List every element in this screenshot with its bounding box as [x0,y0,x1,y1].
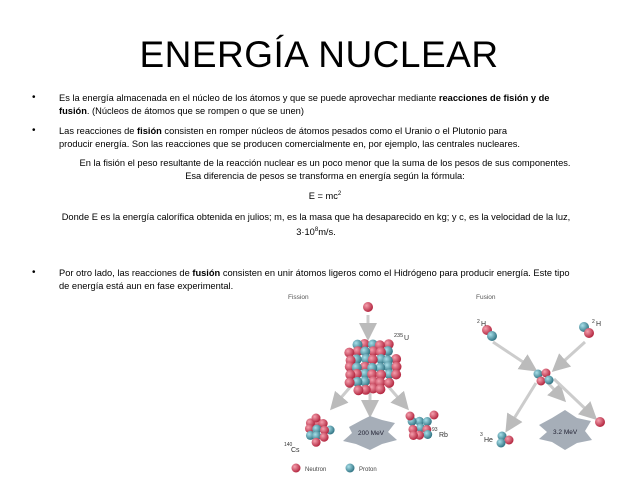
emitted-neutron [430,411,439,420]
u235-nucleus [344,339,401,395]
fusion-arrow-left [493,342,535,370]
fusion-label: Fusion [476,294,496,301]
fission-note: En la fisión el peso resultante de la reacción nuclear es un poco menor que la suma de los pesos de sus componentes. Esa diferencia de pesos se transforma en energía según la fórmula: [79,158,571,181]
u-symbol: U [404,335,410,342]
u235-mass-number: 235 [394,333,404,339]
h2-left-mass: 2 [477,319,480,325]
nucleon [423,417,432,426]
he-symbol: He [484,437,493,444]
fission-label: Fission [288,294,309,301]
he3-mass: 3 [480,432,483,438]
fusion-energy-label: 3.2 MeV [553,429,578,436]
arrow-to-cs [332,385,352,408]
bullet-bold-text: fusión [192,268,221,278]
arrow-to-rb [387,385,407,408]
bullet-text: Las reacciones de [59,126,138,136]
rb93-mass-number: 93 [432,427,438,433]
legend-neutron-swatch [292,464,301,473]
legend-neutron-label: Neutron [305,467,327,473]
bullet-text: consisten en unir átomos ligeros como el Hidrógeno para producir energía. Este tipo de energía está aun en fase experimental. [59,268,570,291]
definition-exponent: 8 [314,226,319,233]
incoming-neutron [363,302,373,312]
nucleon [312,438,321,447]
fusion-arrow-to-he [507,383,536,430]
nucleon [391,370,401,380]
legend-proton-swatch [346,464,355,473]
bullet-text: . (Núcleos de átomos que se rompen o que se unen) [86,105,304,116]
h-right-symbol: H [596,321,602,328]
fusion-neutron [595,417,605,427]
bullet-text: Por otro lado, las reacciones de [59,268,193,278]
fission-fusion-diagram [282,290,622,479]
page-title: ENERGÍA NUCLEAR [139,34,499,75]
nucleon [384,378,394,388]
formula-text: E = mc [308,191,338,202]
nucleon [345,378,355,388]
emitted-neutron [312,414,321,423]
nucleon [353,385,363,395]
definition-text: m/s. [318,226,336,237]
emitted-neutron [406,412,415,421]
bullet-energy-definition [59,92,579,117]
bullet-bold-text: fisión [137,126,162,136]
fusion-arrow-to-neutron [554,379,595,418]
bullet-fusion [59,267,579,292]
bullet-marker: • [32,92,36,103]
h2-right-mass: 2 [592,319,595,325]
definition-text: Donde E es la energía calorífica obtenida en julios; m, es la masa que ha desaparecido en kg; y c, es la velocidad de la luz, 3·10 [61,212,571,237]
bullet-bold-text: reacciones de fisión y de fusión [59,93,550,116]
he3-nucleus [497,432,514,448]
formula [55,188,595,203]
rb-symbol: Rb [439,432,448,439]
nucleon [375,384,385,394]
h-left-symbol: H [481,321,487,328]
fused-cluster [534,369,554,386]
cs-symbol: Cs [291,447,300,454]
bullet-marker: • [32,267,36,278]
formula-exponent: 2 [337,191,342,197]
cs140-nucleus [305,418,335,447]
legend-proton-label: Proton [359,467,377,473]
cs140-mass-number: 140 [284,442,293,448]
fission-energy-label: 200 MeV [358,430,385,437]
nucleon [320,433,329,442]
bullet-text: Es la energía almacenada en el núcleo de los átomos y que se puede aprovechar mediante [59,93,439,103]
nucleon [409,431,418,440]
fusion-energy-burst [539,410,592,450]
fusion-arrow-right [554,342,585,370]
bullet-fission [59,125,529,150]
nucleon [423,430,432,439]
formula-definition [56,211,576,238]
bullet-text: consisten en romper núcleos de átomos pesados como el Uranio o el Plutonio para producir energía. Son las reacciones que se producen comercialmente en, por ejemplo, las centrales nucleares. [59,126,520,149]
fission-energy-burst [343,416,397,450]
bullet-marker: • [32,125,36,136]
